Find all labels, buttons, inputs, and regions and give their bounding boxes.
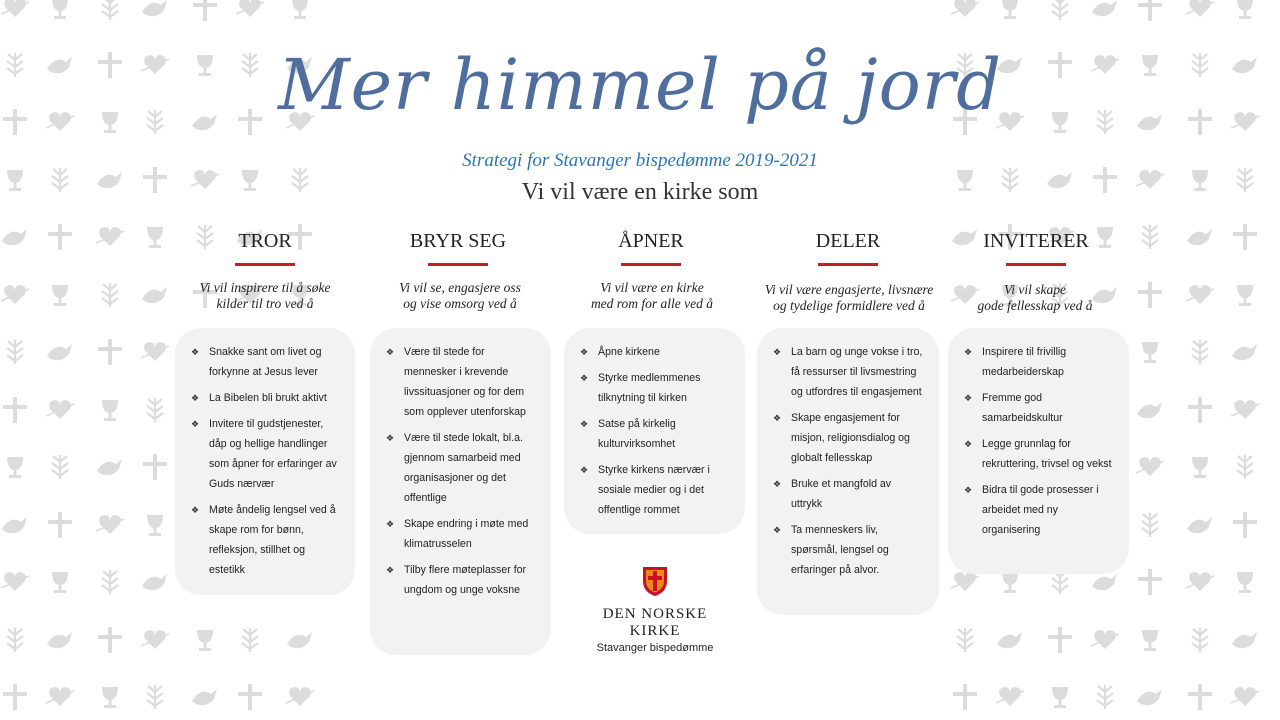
chalice-icon <box>1002 0 1018 19</box>
cross-icon <box>3 684 27 710</box>
church-crest-icon <box>641 565 669 597</box>
chalice-icon <box>102 400 118 421</box>
wheat-icon <box>7 628 23 652</box>
cross-icon <box>3 397 27 423</box>
chalice-icon <box>102 687 118 708</box>
list-item: ❖ Være til stede lokalt, bl.a. gjennom samarbeid med organisasjoner og det offentlige <box>386 428 537 508</box>
dove-icon <box>1232 344 1257 360</box>
page-title: Mer himmel på jord <box>277 44 1002 126</box>
wheat-icon <box>1192 628 1208 652</box>
cross-icon <box>953 684 977 710</box>
dove-icon <box>287 632 312 648</box>
dove-icon <box>47 344 72 360</box>
chalice-icon <box>52 0 68 19</box>
column-heading-inviterer: INVITERER <box>956 230 1116 266</box>
card-apner <box>564 328 745 534</box>
dove-icon <box>142 0 167 16</box>
dove-icon <box>997 632 1022 648</box>
chalice-icon <box>147 515 163 536</box>
dove-icon <box>2 229 27 245</box>
list-item: ❖ Bruke et mangfold av uttrykk <box>773 474 925 514</box>
dove-icon <box>1137 689 1162 705</box>
dove-icon <box>47 632 72 648</box>
column-intro-apner: Vi vil være en kirke med rom for alle ved å <box>590 280 714 311</box>
logo-subtitle: Stavanger bispedømme <box>596 642 714 654</box>
chalice-icon <box>1192 457 1208 478</box>
column-intro-bryr-seg: Vi vil se, engasjere oss og vise omsorg ved å <box>399 280 521 311</box>
tagline: Vi vil være en kirke som <box>521 179 759 205</box>
chalice-icon <box>1142 342 1158 363</box>
dove-icon <box>142 287 167 303</box>
list-item: ❖ Tilby flere møteplasser for ungdom og unge voksne <box>386 560 537 600</box>
heart-icon <box>46 400 74 419</box>
heart-icon <box>1091 630 1119 649</box>
column-intro-deler: Vi vil være engasjerte, livsnære og tydelige formidlere ved å <box>764 282 934 313</box>
wheat-icon <box>102 0 118 20</box>
dove-icon <box>97 459 122 475</box>
list-item: ❖ Satse på kirkelig kulturvirksomhet <box>580 414 731 454</box>
chalice-icon <box>1142 630 1158 651</box>
heart-icon <box>1186 0 1214 17</box>
wheat-icon <box>102 283 118 307</box>
chalice-icon <box>52 285 68 306</box>
column-intro-tror: Vi vil inspirere til å søke kilder til tro ved å <box>199 280 331 311</box>
heart-icon <box>286 687 314 706</box>
chalice-icon <box>1052 687 1068 708</box>
cross-icon <box>1138 282 1162 308</box>
cross-icon <box>48 512 72 538</box>
heart-icon <box>96 515 124 534</box>
list-item: ❖ La Bibelen bli brukt aktivt <box>191 388 341 408</box>
cross-icon <box>238 684 262 710</box>
heart-icon <box>996 687 1024 706</box>
heart-icon <box>951 572 979 591</box>
column-heading-tror: TROR <box>185 230 345 266</box>
heart-icon <box>1231 687 1259 706</box>
list-item: ❖ Fremme god samarbeidskultur <box>964 388 1115 428</box>
wheat-icon <box>147 398 163 422</box>
list-item: ❖ Være til stede for mennesker i krevende livssituasjoner og for dem som opplever utenforskap <box>386 342 537 422</box>
heading-underline <box>818 263 878 266</box>
list-item: ❖ Legge grunnlag for rekruttering, trivsel og vekst <box>964 434 1115 474</box>
heading-underline <box>1006 263 1066 266</box>
wheat-icon <box>1192 340 1208 364</box>
dove-icon <box>1137 402 1162 418</box>
cross-icon <box>143 454 167 480</box>
dove-icon <box>1187 229 1212 245</box>
cross-icon <box>98 627 122 653</box>
chalice-icon <box>292 0 308 19</box>
list-item: ❖ Skape engasjement for misjon, religionsdialog og globalt fellesskap <box>773 408 925 468</box>
cross-icon <box>193 0 217 21</box>
list-item: ❖ Styrke medlemmenes tilknytning til kirken <box>580 368 731 408</box>
dove-icon <box>1187 517 1212 533</box>
heart-icon <box>1 0 29 17</box>
dove-icon <box>192 689 217 705</box>
cross-icon <box>1048 627 1072 653</box>
heart-icon <box>1 285 29 304</box>
wheat-icon <box>52 455 68 479</box>
chalice-icon <box>52 572 68 593</box>
wheat-icon <box>1052 0 1068 20</box>
dove-icon <box>1092 0 1117 16</box>
wheat-icon <box>102 570 118 594</box>
list-item: ❖ Invitere til gudstjenester, dåp og hellige handlinger som åpner for erfaringer av Guds nærvær <box>191 414 341 494</box>
chalice-icon <box>1002 572 1018 593</box>
list-item: ❖ Ta menneskers liv, spørsmål, lengsel og erfaringer på alvor. <box>773 520 925 580</box>
chalice-icon <box>147 227 163 248</box>
heart-icon <box>141 342 169 361</box>
card-deler <box>757 328 939 615</box>
list-item: ❖ Åpne kirkene <box>580 342 731 362</box>
chalice-icon <box>1237 572 1253 593</box>
dove-icon <box>1092 574 1117 590</box>
heading-underline <box>428 263 488 266</box>
chalice-icon <box>1237 285 1253 306</box>
cross-icon <box>1138 0 1162 21</box>
dove-icon <box>1232 632 1257 648</box>
cross-icon <box>1188 397 1212 423</box>
card-tror <box>175 328 355 595</box>
cross-icon <box>1233 512 1257 538</box>
wheat-icon <box>1142 225 1158 249</box>
dove-icon <box>142 574 167 590</box>
heart-icon <box>951 0 979 17</box>
cross-icon <box>98 339 122 365</box>
card-inviterer <box>948 328 1129 574</box>
heading-underline <box>235 263 295 266</box>
list-item: ❖ Møte åndelig lengsel ved å skape rom for bønn, refleksjon, stillhet og estetikk <box>191 500 341 580</box>
heart-icon <box>1136 457 1164 476</box>
dove-icon <box>2 517 27 533</box>
wheat-icon <box>1142 513 1158 537</box>
church-logo <box>575 565 735 654</box>
wheat-icon <box>7 340 23 364</box>
chalice-icon <box>7 457 23 478</box>
column-heading-deler: DELER <box>768 230 928 266</box>
list-item: ❖ La barn og unge vokse i tro, få ressurser til livsmestring og utfordres til engasjement <box>773 342 925 402</box>
heart-icon <box>141 630 169 649</box>
column-intro-inviterer: Vi vil skape gode fellesskap ved å <box>977 282 1093 313</box>
heart-icon <box>46 687 74 706</box>
logo-name: DEN NORSKE KIRKE <box>602 606 708 639</box>
page-subtitle: Strategi for Stavanger bispedømme 2019-2021 <box>462 150 818 171</box>
cross-icon <box>1188 684 1212 710</box>
list-item: ❖ Inspirere til frivillig medarbeiderskap <box>964 342 1115 382</box>
column-heading-apner: ÅPNER <box>571 230 731 266</box>
heart-icon <box>96 227 124 246</box>
chalice-icon <box>197 630 213 651</box>
heart-icon <box>1186 572 1214 591</box>
chalice-icon <box>1237 0 1253 19</box>
list-item: ❖ Skape endring i møte med klimatrusselen <box>386 514 537 554</box>
list-item: ❖ Bidra til gode prosesser i arbeidet med ny organisering <box>964 480 1115 540</box>
heading-underline <box>621 263 681 266</box>
list-item: ❖ Snakke sant om livet og forkynne at Jesus lever <box>191 342 341 382</box>
heart-icon <box>1186 285 1214 304</box>
wheat-icon <box>147 685 163 709</box>
cross-icon <box>1233 224 1257 250</box>
wheat-icon <box>1237 455 1253 479</box>
wheat-icon <box>1097 685 1113 709</box>
card-bryr-seg <box>370 328 551 655</box>
cross-icon <box>48 224 72 250</box>
heart-icon <box>1 572 29 591</box>
heart-icon <box>1231 400 1259 419</box>
cross-icon <box>1138 569 1162 595</box>
wheat-icon <box>242 628 258 652</box>
column-heading-bryr-seg: BRYR SEG <box>378 230 538 266</box>
list-item: ❖ Styrke kirkens nærvær i sosiale medier og i det offentlige rommet <box>580 460 731 520</box>
wheat-icon <box>957 628 973 652</box>
heart-icon <box>236 0 264 17</box>
